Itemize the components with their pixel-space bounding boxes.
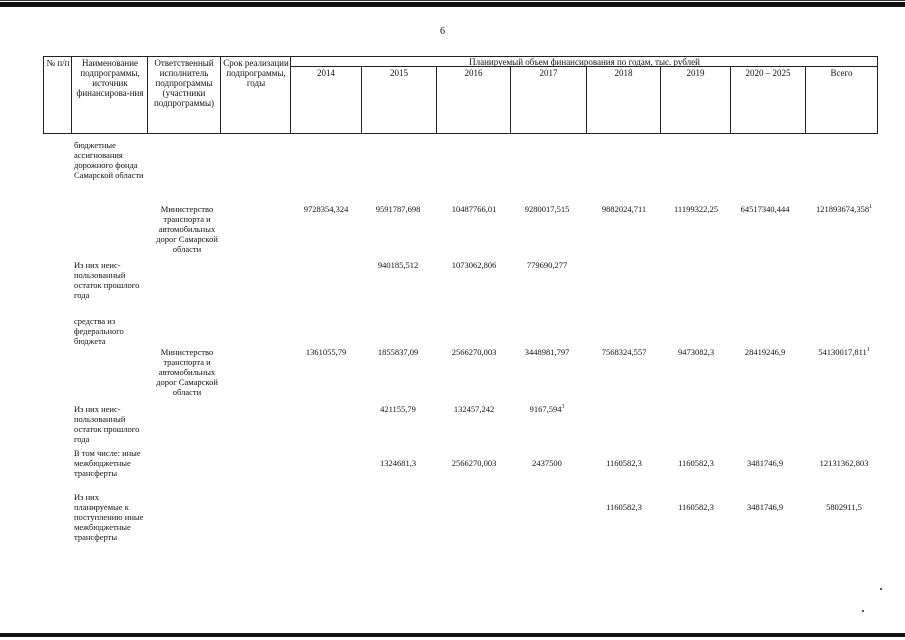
header-funding-title: Планируемый объем финансирования по годам, тыс. рублей: [469, 57, 700, 67]
value-cell: 1160582,3: [678, 502, 714, 512]
header-num: № п/п: [46, 58, 70, 68]
row-name: Из них неис-пользованный остаток прошлого года: [74, 404, 140, 444]
header-vline: [220, 56, 221, 134]
header-year: Всего: [830, 68, 853, 78]
scan-speck: [862, 610, 864, 612]
value-cell: 132457,242: [453, 404, 495, 414]
header-vline: [71, 56, 72, 134]
row-name: Из них неис-пользованный остаток прошлого года: [74, 260, 140, 300]
header-year: 2015: [390, 68, 408, 78]
header-executor: Ответственный исполнитель подпрограммы (участники подпрограммы): [153, 58, 215, 108]
header-line-bottom: [43, 133, 878, 134]
header-name: Наименование подпрограммы, источник финансирова-ния: [76, 58, 144, 98]
value-cell-total: [804, 204, 884, 214]
value-cell: 11199322,25: [674, 204, 718, 214]
value-cell: 3448981,797: [524, 347, 570, 357]
value-cell: 1160582,3: [606, 502, 642, 512]
total-value: 54130017,811: [818, 347, 867, 357]
value-cell: 9280017,515: [524, 204, 570, 214]
row-name: Из них планируемые к поступлению иные межбюджетные трансферты: [74, 492, 144, 542]
scan-border-top: [0, 2, 905, 7]
header-year: 2020 – 2025: [745, 68, 791, 78]
footnote-mark: 1: [866, 347, 870, 354]
row-executor: Министерство транспорта и автомобильных дорог Самарской области: [156, 204, 218, 254]
value-cell: 3481746,9: [746, 458, 784, 468]
value-cell: 10487766,01: [451, 204, 497, 214]
value-cell: 64517340,444: [740, 204, 790, 214]
value-cell: 28419246,9: [744, 347, 786, 357]
header-vline: [147, 56, 148, 134]
value-cell: 3481746,9: [746, 502, 784, 512]
value-cell: 9473082,3: [677, 347, 715, 357]
value-cell: 1073062,806: [451, 260, 497, 270]
value-cell: 1855837,09: [377, 347, 419, 357]
value-text: 9167,594: [529, 404, 562, 414]
value-cell: 2437500: [532, 458, 562, 468]
header-year: 2014: [317, 68, 335, 78]
scan-border-top-thin: [0, 0, 905, 1]
footnote-mark: 1: [869, 204, 873, 211]
value-cell: 7568324,557: [601, 347, 647, 357]
value-cell: 2566270,003: [451, 458, 497, 468]
scan-border-bottom: [0, 633, 905, 637]
value-cell: 2566270,003: [451, 347, 497, 357]
value-cell: 940185,512: [377, 260, 419, 270]
value-cell: 9882024,711: [601, 204, 647, 214]
value-cell: 9591787,698: [375, 204, 421, 214]
header-year: 2017: [539, 68, 558, 78]
table-header: [43, 56, 878, 134]
header-year: 2019: [686, 68, 705, 78]
total-value: 121893674,358: [815, 204, 870, 214]
value-cell-total: [804, 347, 884, 357]
value-cell: 12131362,803: [819, 458, 869, 468]
value-cell: 779690,277: [526, 260, 568, 270]
value-cell: 1160582,3: [606, 458, 642, 468]
header-term: Срок реализации подпрограммы, годы: [223, 58, 289, 88]
row-executor: Министерство транспорта и автомобильных дорог Самарской области: [156, 347, 218, 397]
header-year: 2018: [614, 68, 633, 78]
value-cell: 1324681,3: [379, 458, 417, 468]
row-name: средства из федерального бюджета: [74, 316, 124, 346]
value-cell: 1160582,3: [678, 458, 714, 468]
value-cell: 9728354,324: [303, 204, 349, 214]
value-cell: [510, 404, 584, 414]
footnote-mark: 3: [561, 404, 565, 411]
value-cell: 421155,79: [380, 404, 416, 414]
value-cell: 1361055,79: [305, 347, 347, 357]
row-name: бюджетные ассигнования дорожного фонда Самарской области: [74, 140, 144, 180]
value-cell: 5802911,5: [826, 502, 862, 512]
header-vline: [877, 56, 878, 134]
header-year: 2016: [464, 68, 483, 78]
scan-speck: [880, 588, 882, 590]
header-vline: [43, 56, 44, 134]
row-name: В том числе: иные межбюджетные трансферты: [74, 448, 141, 478]
page-number: 6: [440, 26, 445, 37]
